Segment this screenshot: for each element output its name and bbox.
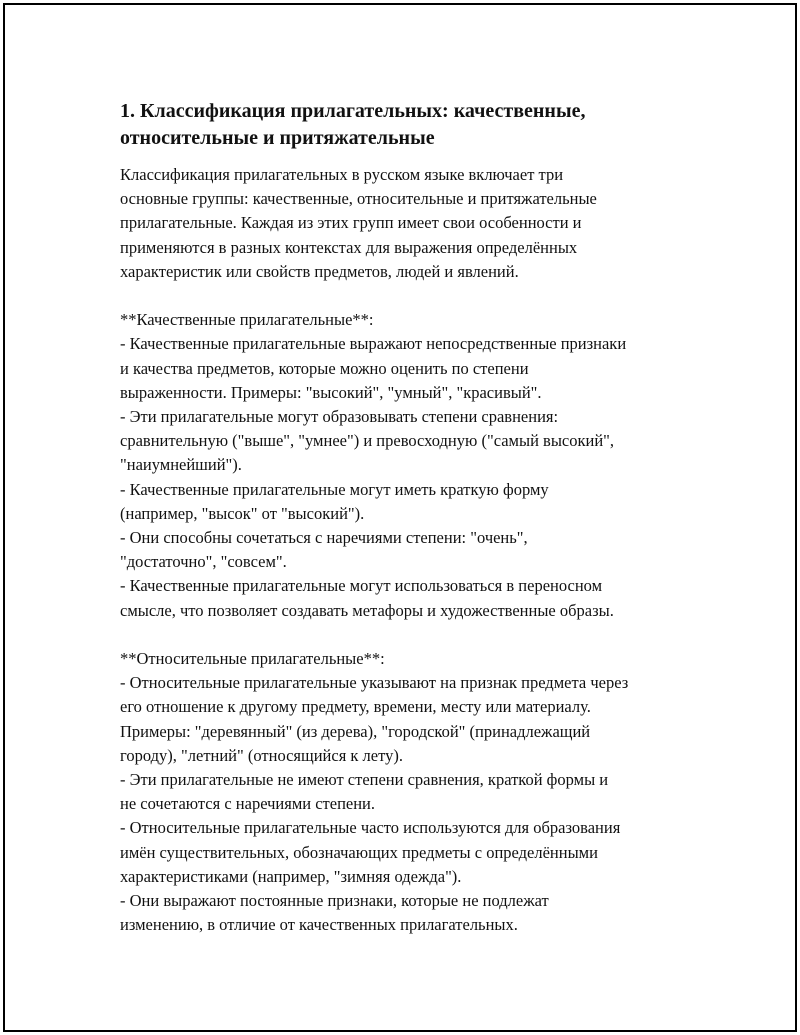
title-line: 1. Классификация прилагательных: качественные, — [120, 100, 586, 122]
paragraph-spacer — [120, 284, 700, 308]
qualitative-section — [120, 308, 700, 647]
qualitative-line: (например, "высок" от "высокий"). — [120, 503, 365, 523]
relative-line: не сочетаются с наречиями степени. — [120, 794, 376, 814]
relative-line: - Относительные прилагательные указывают на признак предмета через — [120, 673, 629, 693]
relative-line: - Эти прилагательные не имеют степени сравнения, краткой формы и — [120, 770, 609, 790]
qualitative-line: "наиумнейший"). — [120, 455, 242, 475]
qualitative-line: - Качественные прилагательные могут использоваться в переносном — [120, 576, 603, 596]
document-page — [3, 3, 797, 1032]
intro-paragraph — [120, 163, 700, 308]
relative-line: характеристиками (например, "зимняя одежда"). — [120, 866, 462, 886]
qualitative-line: - Они способны сочетаться с наречиями степени: "очень", — [120, 528, 528, 548]
relative-line: Примеры: "деревянный" (из дерева), "городской" (принадлежащий — [120, 721, 591, 741]
qualitative-line: "достаточно", "совсем". — [120, 552, 287, 572]
intro-line: основные группы: качественные, относительные и притяжательные — [120, 189, 597, 209]
relative-line: городу), "летний" (относящийся к лету). — [120, 745, 403, 765]
paragraph-spacer — [120, 623, 700, 647]
qualitative-line: выраженности. Примеры: "высокий", "умный", "красивый". — [120, 382, 542, 402]
relative-heading: **Относительные прилагательные**: — [120, 649, 385, 669]
title-line: относительные и притяжательные — [120, 127, 435, 149]
intro-line: характеристик или свойств предметов, людей и явлений. — [120, 261, 519, 281]
qualitative-line: смысле, что позволяет создавать метафоры и художественные образы. — [120, 600, 614, 620]
section-title — [120, 98, 700, 152]
qualitative-line: - Качественные прилагательные выражают непосредственные признаки — [120, 334, 627, 354]
relative-line: - Относительные прилагательные часто используются для образования — [120, 818, 621, 838]
relative-section — [120, 647, 700, 937]
qualitative-line: сравнительную ("выше", "умнее") и превосходную ("самый высокий", — [120, 431, 615, 451]
qualitative-line: и качества предметов, которые можно оценить по степени — [120, 358, 529, 378]
qualitative-line: - Эти прилагательные могут образовывать степени сравнения: — [120, 407, 559, 427]
intro-line: применяются в разных контекстах для выражения определённых — [120, 237, 578, 257]
relative-line: его отношение к другому предмету, времени, месту или материалу. — [120, 697, 591, 717]
document-content — [120, 98, 700, 937]
relative-line: изменению, в отличие от качественных прилагательных. — [120, 915, 518, 935]
relative-line: имён существительных, обозначающих предметы с определёнными — [120, 842, 598, 862]
intro-line: Классификация прилагательных в русском языке включает три — [120, 165, 564, 184]
relative-line: - Они выражают постоянные признаки, которые не подлежат — [120, 891, 549, 911]
qualitative-heading: **Качественные прилагательные**: — [120, 310, 374, 330]
intro-line: прилагательные. Каждая из этих групп имеет свои особенности и — [120, 213, 582, 233]
qualitative-line: - Качественные прилагательные могут иметь краткую форму — [120, 479, 549, 499]
